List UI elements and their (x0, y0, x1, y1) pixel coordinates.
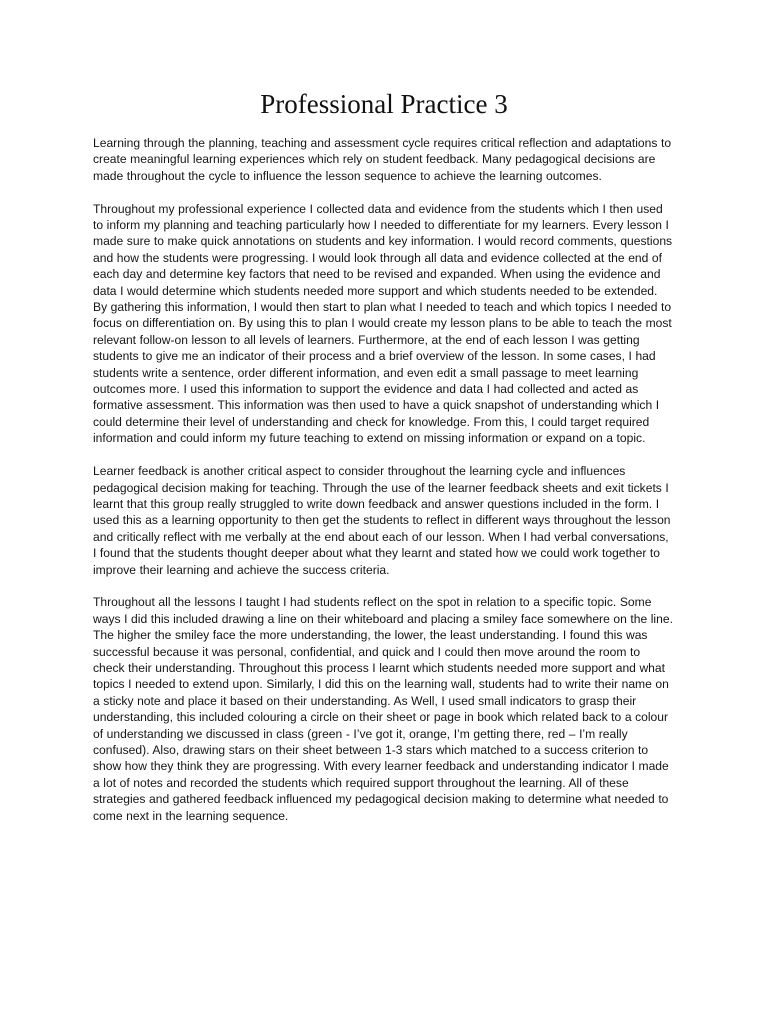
paragraph-3: Learner feedback is another critical aspect to consider throughout the learning cycle and influences pedagogical decision making for teaching. Through the use of the learner feedback sheets and exit tickets I learnt that this group really struggled to write down feedback and answer questions included in the form. I used this as a learning opportunity to then get the students to reflect in different ways throughout the lesson and critically reflect with me verbally at the end about each of our lesson. When I had verbal conversations, I found that the students thought deeper about what they learnt and stated how we could work together to improve their learning and achieve the success criteria. (93, 464, 671, 577)
paragraph-1: Learning through the planning, teaching and assessment cycle requires critical reflection and adaptations to create meaningful learning experiences which rely on student feedback. Many pedagogical decisions are made throughout the cycle to influence the lesson sequence to achieve the learning outcomes. (93, 136, 672, 183)
paragraph-4: Throughout all the lessons I taught I had students reflect on the spot in relation to a specific topic. Some ways I did this included drawing a line on their whiteboard and placing a smiley face somewhere on the line. The higher the smiley face the more understanding, the lower, the least understanding. I found this was successful because it was personal, confidential, and quick and I could then move around the room to check their understanding. Throughout this process I learnt which students needed more support and what topics I needed to extend upon. Similarly, I did this on the learning wall, students had to write their name on a sticky note and place it based on their understanding. As Well, I used small indicators to grasp their understanding, this included colouring a circle on their sheet or page in book which related back to a colour of understanding we discussed in class (green - I’ve got it, orange, I’m getting there, red – I’m really confused). Also, drawing stars on their sheet between 1-3 stars which matched to a success criterion to show how they think they are progressing. With every learner feedback and understanding indicator I made a lot of notes and recorded the students which required support throughout the learning. All of these strategies and gathered feedback influenced my pedagogical decision making to determine what needed to come next in the learning sequence. (93, 595, 673, 823)
document-title: Professional Practice 3 (260, 89, 508, 119)
document-body (93, 135, 675, 840)
paragraph-2: Throughout my professional experience I collected data and evidence from the students which I then used to inform my planning and teaching particularly how I needed to differentiate for my learners. Every lesson I made sure to make quick annotations on students and key information. I would record comments, questions and how the students were progressing. I would look through all data and evidence collected at the end of each day and determine key factors that need to be revised and expanded. When using the evidence and data I would determine which students needed more support and which students needed to be extended. By gathering this information, I would then start to plan what I needed to teach and which topics I needed to focus on differentiation on. By using this to plan I would create my lesson plans to be able to teach the most relevant follow-on lesson to all levels of learners. Furthermore, at the end of each lesson I was getting students to give me an indicator of their process and a brief overview of the lesson. In some cases, I had students write a sentence, order different information, and even edit a small passage to meet learning outcomes more. I used this information to support the evidence and data I had collected and acted as formative assessment. This information was then used to have a quick snapshot of understanding which I could determine their level of understanding and check for knowledge. From this, I could target required information and could inform my future teaching to extend on missing information or expand on a topic. (93, 201, 673, 446)
